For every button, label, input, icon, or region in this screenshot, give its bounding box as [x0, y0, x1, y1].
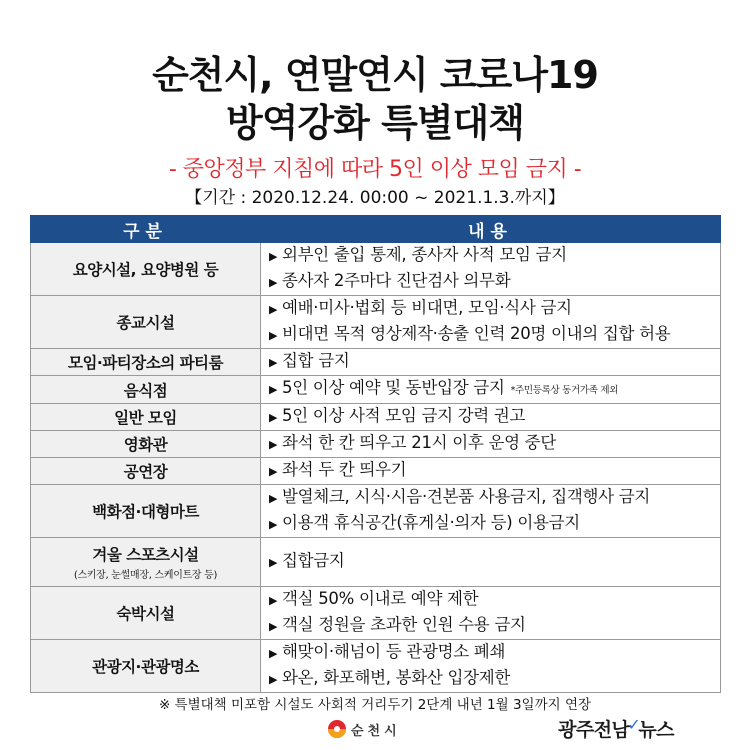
- bullet-arrow-icon: ▶: [269, 556, 278, 569]
- news-logo-text-b: 뉴스: [638, 718, 675, 741]
- suncheon-logo: [328, 718, 401, 740]
- row-category: [31, 296, 261, 349]
- category-sublabel: (스키장, 눈썰매장, 스케이트장 등): [73, 570, 218, 581]
- category-label: 모임·파티장소의 파티룸: [67, 354, 223, 372]
- item-note: *주민등록상 동거가족 제외: [510, 385, 619, 396]
- bullet-arrow-icon: ▶: [269, 329, 278, 342]
- item-text: 비대면 목적 영상제작·송출 인력 20명 이내의 집합 허용: [282, 324, 671, 343]
- table-row: [31, 349, 721, 376]
- table-row: [31, 431, 721, 458]
- list-item: [269, 613, 720, 639]
- item-text: 객실 정원을 초과한 인원 수용 금지: [282, 615, 526, 634]
- row-category: [31, 376, 261, 404]
- category-label: 백화점·대형마트: [92, 503, 199, 521]
- list-item: [269, 587, 720, 613]
- item-text: 집합금지: [282, 551, 345, 570]
- title-line-1: 순천시, 연말연시 코로나19: [152, 53, 598, 97]
- row-content: [261, 538, 721, 587]
- category-label: 공연장: [123, 463, 168, 481]
- row-content: [261, 349, 721, 376]
- row-category: [31, 640, 261, 693]
- row-content: [261, 587, 721, 640]
- bullet-arrow-icon: ▶: [269, 303, 278, 316]
- bullet-arrow-icon: ▶: [269, 492, 278, 505]
- category-label: 영화관: [123, 436, 168, 454]
- row-content: [261, 431, 721, 458]
- bullet-arrow-icon: ▶: [269, 647, 278, 660]
- list-item: [269, 322, 720, 348]
- category-label: 요양시설, 요양병원 등: [72, 261, 219, 279]
- bullet-arrow-icon: ▶: [269, 250, 278, 263]
- row-category: [31, 485, 261, 538]
- table-row: [31, 485, 721, 538]
- item-text: 5인 이상 사적 모임 금지 강력 권고: [282, 406, 526, 425]
- item-text: 5인 이상 예약 및 동반입장 금지: [282, 378, 505, 397]
- footnote: ※ 특별대책 미포함 시설도 사회적 거리두기 2단계 내년 1월 3일까지 연장: [158, 697, 592, 713]
- item-text: 예배·미사·법회 등 비대면, 모임·식사 금지: [282, 298, 572, 317]
- period-text: 【기간 : 2020.12.24. 00:00 ~ 2021.1.3.까지】: [185, 188, 565, 208]
- category-label: 관광지·관광명소: [92, 658, 199, 676]
- list-item: [269, 404, 720, 430]
- item-text: 발열체크, 시식·시음·견본품 사용금지, 집객행사 금지: [282, 487, 650, 506]
- table-header-row: [31, 216, 721, 243]
- item-text: 해맞이·해넘이 등 관광명소 폐쇄: [282, 642, 506, 661]
- measures-table: [30, 215, 721, 693]
- row-content: [261, 404, 721, 431]
- table-row: [31, 587, 721, 640]
- suncheon-emblem-icon: [328, 720, 346, 738]
- row-category: [31, 349, 261, 376]
- bullet-arrow-icon: ▶: [269, 465, 278, 478]
- header-category: 구분: [31, 216, 261, 243]
- row-category: [31, 538, 261, 587]
- row-content: [261, 296, 721, 349]
- news-logo-text-a: 광주전남: [558, 718, 630, 741]
- list-item: [269, 549, 720, 575]
- row-category: [31, 404, 261, 431]
- row-category: [31, 243, 261, 296]
- item-text: 종사자 2주마다 진단검사 의무화: [282, 271, 511, 290]
- row-content: [261, 376, 721, 404]
- table-row: [31, 640, 721, 693]
- list-item: [269, 243, 720, 269]
- list-item: [269, 511, 720, 537]
- item-text: 좌석 두 칸 띄우기: [282, 460, 407, 479]
- category-label: 겨울 스포츠시설: [92, 546, 199, 564]
- bullet-arrow-icon: ▶: [269, 276, 278, 289]
- table-row: [31, 243, 721, 296]
- bullet-arrow-icon: ▶: [269, 356, 278, 369]
- row-category: [31, 431, 261, 458]
- bullet-arrow-icon: ▶: [269, 411, 278, 424]
- bullet-arrow-icon: ▶: [269, 438, 278, 451]
- item-text: 객실 50% 이내로 예약 제한: [282, 589, 479, 608]
- item-text: 외부인 출입 통제, 종사자 사적 모임 금지: [282, 245, 567, 264]
- item-text: 와온, 화포해변, 봉화산 입장제한: [282, 668, 511, 687]
- row-content: [261, 640, 721, 693]
- table-row: [31, 538, 721, 587]
- category-label: 일반 모임: [114, 409, 177, 427]
- row-category: [31, 458, 261, 485]
- item-text: 좌석 한 칸 띄우고 21시 이후 운영 중단: [282, 433, 556, 452]
- table-row: [31, 296, 721, 349]
- list-item: [269, 485, 720, 511]
- category-label: 종교시설: [116, 314, 175, 332]
- row-content: [261, 243, 721, 296]
- news-logo: [558, 716, 674, 740]
- header-content: 내용: [261, 216, 721, 243]
- suncheon-logo-text: 순천시: [351, 723, 401, 739]
- list-item: [269, 666, 720, 692]
- row-content: [261, 458, 721, 485]
- row-category: [31, 587, 261, 640]
- title-line-2: 방역강화 특별대책: [226, 101, 524, 145]
- list-item: [269, 296, 720, 322]
- row-content: [261, 485, 721, 538]
- check-mark-icon: ✓: [627, 714, 641, 734]
- list-item: [269, 431, 720, 457]
- table-row: [31, 376, 721, 404]
- list-item: [269, 269, 720, 295]
- bullet-arrow-icon: ▶: [269, 518, 278, 531]
- table-row: [31, 458, 721, 485]
- bullet-arrow-icon: ▶: [269, 383, 278, 396]
- item-text: 이용객 휴식공간(휴게실·의자 등) 이용금지: [282, 513, 580, 532]
- list-item: [269, 458, 720, 484]
- table-row: [31, 404, 721, 431]
- item-text: 집합 금지: [282, 351, 350, 370]
- bullet-arrow-icon: ▶: [269, 594, 278, 607]
- list-item: [269, 349, 720, 375]
- category-label: 숙박시설: [116, 605, 175, 623]
- bullet-arrow-icon: ▶: [269, 620, 278, 633]
- category-label: 음식점: [123, 381, 168, 400]
- subtitle: - 중앙정부 지침에 따라 5인 이상 모임 금지 -: [168, 157, 582, 182]
- list-item: [269, 376, 720, 403]
- table-body: [31, 243, 721, 693]
- bullet-arrow-icon: ▶: [269, 673, 278, 686]
- list-item: [269, 640, 720, 666]
